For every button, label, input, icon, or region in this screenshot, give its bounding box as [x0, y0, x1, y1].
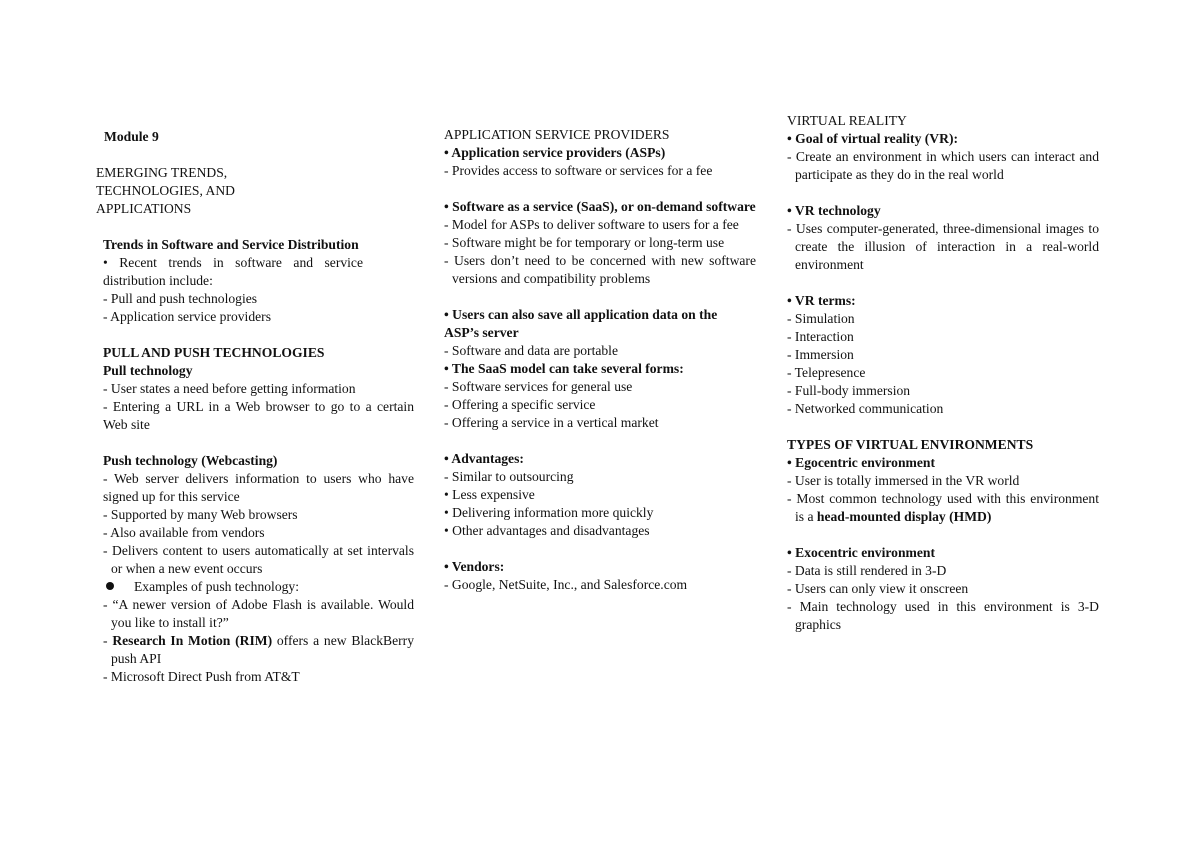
list-item: - Create an environment in which users can interact and participate as they do in the real world [787, 149, 1099, 182]
subsection-heading: • VR technology [787, 203, 881, 218]
list-item: - User states a need before getting information [103, 381, 356, 396]
section-heading: PULL AND PUSH TECHNOLOGIES [103, 345, 325, 360]
list-item: - Supported by many Web browsers [103, 507, 298, 522]
subsection-heading: • Goal of virtual reality (VR): [787, 131, 958, 146]
bullet-dot-icon [106, 582, 114, 590]
examples-line: Examples of push technology: [103, 578, 414, 596]
list-item: - Most common technology used with this environment is a head-mounted display (HMD) [787, 491, 1099, 524]
list-item: - Similar to outsourcing [444, 469, 574, 484]
subsection-heading: Pull technology [103, 363, 193, 378]
section-heading: Trends in Software and Service Distribution [103, 237, 359, 252]
list-item: - Software might be for temporary or long-term use [444, 235, 725, 250]
trends-section [96, 236, 414, 686]
list-item: - Software services for general use [444, 379, 633, 394]
list-item: - Networked communication [787, 401, 944, 416]
list-item: • Less expensive [444, 487, 535, 502]
list-item: - Users can only view it onscreen [787, 581, 969, 596]
column-middle [444, 126, 756, 594]
section-heading: VIRTUAL REALITY [787, 113, 907, 128]
list-item: - Delivers content to users automatically at set intervals or when a new event occurs [103, 543, 414, 576]
list-item: - Users don’t need to be concerned with new software versions and compatibility problems [444, 253, 756, 286]
subsection-heading: • Software as a service (SaaS), or on-demand software [444, 199, 756, 214]
list-item: - Web server delivers information to users who have signed up for this service [103, 471, 414, 504]
subsection-heading: ASP’s server [444, 325, 519, 340]
column-right [787, 112, 1099, 634]
list-item: - Simulation [787, 311, 855, 326]
list-item: - Immersion [787, 347, 854, 362]
list-item: - Software and data are portable [444, 343, 618, 358]
section-heading: TYPES OF VIRTUAL ENVIRONMENTS [787, 437, 1034, 452]
subsection-heading: • Egocentric environment [787, 455, 935, 470]
list-item: - Full-body immersion [787, 383, 911, 398]
list-item: • Other advantages and disadvantages [444, 523, 650, 538]
subsection-heading: • Advantages: [444, 451, 524, 466]
column-left [96, 128, 414, 686]
list-item: - Data is still rendered in 3-D [787, 563, 947, 578]
example-item: - “A newer version of Adobe Flash is available. Would you like to install it?” [103, 597, 414, 630]
list-item: - Entering a URL in a Web browser to go to a certain Web site [103, 399, 414, 432]
section-heading: APPLICATION SERVICE PROVIDERS [444, 127, 670, 142]
title-line-3: APPLICATIONS [96, 201, 192, 216]
list-item: - Also available from vendors [103, 525, 265, 540]
list-item: - Provides access to software or services for a fee [444, 163, 713, 178]
example-item: - Microsoft Direct Push from AT&T [103, 669, 300, 684]
list-item: - Offering a service in a vertical market [444, 415, 659, 430]
list-item: - Uses computer-generated, three-dimensional images to create the illusion of interaction in a real-world environment [787, 221, 1099, 272]
list-item: - Main technology used in this environment is 3-D graphics [787, 599, 1099, 632]
list-item: - Pull and push technologies [103, 291, 258, 306]
subsection-heading: • Users can also save all application data on the [444, 307, 718, 322]
title-line-1: EMERGING TRENDS, [96, 165, 228, 180]
list-item: - Google, NetSuite, Inc., and Salesforce.com [444, 577, 688, 592]
list-item: • Delivering information more quickly [444, 505, 654, 520]
subsection-heading: Push technology (Webcasting) [103, 453, 278, 468]
title-line-2: TECHNOLOGIES, AND [96, 183, 235, 198]
subsection-heading: • Exocentric environment [787, 545, 935, 560]
subsection-heading: • Application service providers (ASPs) [444, 145, 666, 160]
list-item: - Telepresence [787, 365, 866, 380]
module-label: Module 9 [104, 129, 159, 144]
example-item: - Research In Motion (RIM) offers a new BlackBerry push API [103, 633, 414, 666]
subsection-heading: • VR terms: [787, 293, 856, 308]
list-item: - User is totally immersed in the VR world [787, 473, 1020, 488]
subsection-heading: • The SaaS model can take several forms: [444, 361, 684, 376]
list-item: - Offering a specific service [444, 397, 596, 412]
list-item: - Interaction [787, 329, 854, 344]
list-item: - Application service providers [103, 309, 271, 324]
trends-intro: • Recent trends in software and service distribution include: [103, 255, 363, 288]
subsection-heading: • Vendors: [444, 559, 505, 574]
list-item: - Model for ASPs to deliver software to users for a fee [444, 217, 739, 232]
